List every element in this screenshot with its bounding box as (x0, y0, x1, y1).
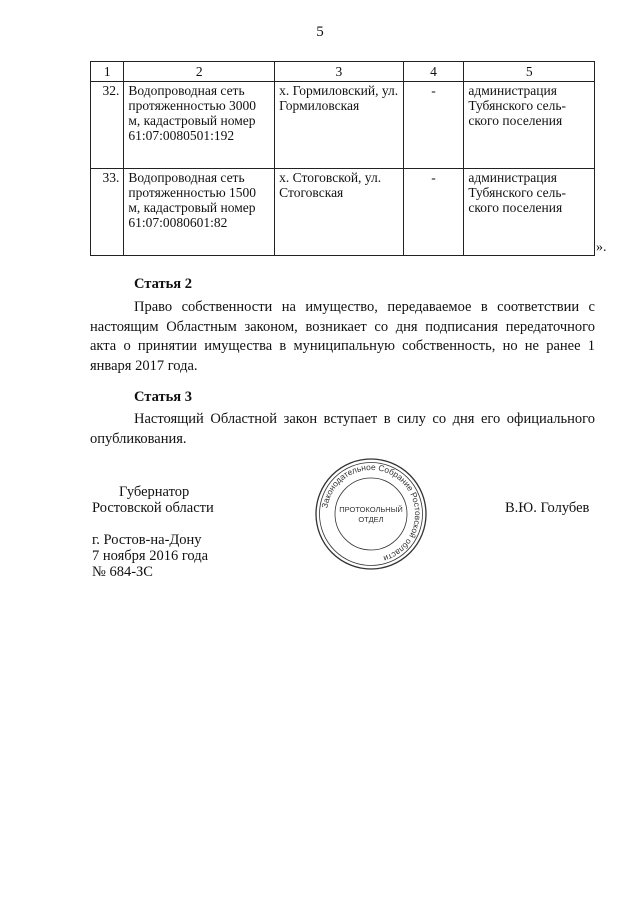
closing-quote: ». (596, 240, 607, 255)
header-cell-3: 3 (275, 62, 404, 82)
signatory-name: В.Ю. Голубев (505, 500, 590, 516)
property-table (90, 61, 595, 256)
header-cell-5: 5 (464, 62, 595, 82)
signatory-title-line1: Губернатор (119, 484, 190, 500)
official-stamp (314, 457, 428, 571)
article-2-text: Право собственности на имущество, передаваемое в соответствии с настоящим Областным законом, возникает со дня подписания передаточного акта о принятии имущества в муниципальную собственность, но не ранее 1 января 2017 года. (90, 299, 595, 374)
property-name: Водопроводная сеть протяженностью 1500 м, кадастровый номер 61:07:0080601:82 (124, 169, 275, 256)
article-3-heading: Статья 3 (134, 389, 192, 405)
table-row (91, 169, 595, 256)
property-name: Водопроводная сеть протяженностью 3000 м, кадастровый номер 61:07:0080501:192 (124, 82, 275, 169)
column-4-value: - (403, 82, 464, 169)
signing-city: г. Ростов-на-Дону (92, 532, 202, 548)
stamp-ring-text: Законодательное Собрание Ростовской области (319, 461, 424, 565)
property-address: х. Гормиловский, ул. Гормиловская (275, 82, 404, 169)
stamp-center-line1: ПРОТОКОЛЬНЫЙ (339, 505, 403, 514)
stamp-center-line2: ОТДЕЛ (358, 515, 384, 524)
property-owner: администрация Тубянского сель-ского поселения (464, 169, 595, 256)
header-cell-4: 4 (403, 62, 464, 82)
header-cell-2: 2 (124, 62, 275, 82)
signing-date: 7 ноября 2016 года (92, 548, 209, 564)
property-address: х. Стоговской, ул. Стоговская (275, 169, 404, 256)
row-number: 32. (91, 82, 124, 169)
column-4-value: - (403, 169, 464, 256)
table-row (91, 82, 595, 169)
signatory-title-line2: Ростовской области (92, 500, 214, 516)
article-2-heading: Статья 2 (134, 276, 192, 292)
page-number: 5 (316, 24, 324, 40)
law-number: № 684-ЗС (92, 564, 153, 580)
header-cell-1: 1 (91, 62, 124, 82)
property-owner: администрация Тубянского сель-ского поселения (464, 82, 595, 169)
article-3-text: Настоящий Областной закон вступает в силу со дня его официального опубликования. (90, 411, 595, 447)
table-header-row (91, 62, 595, 82)
row-number: 33. (91, 169, 124, 256)
